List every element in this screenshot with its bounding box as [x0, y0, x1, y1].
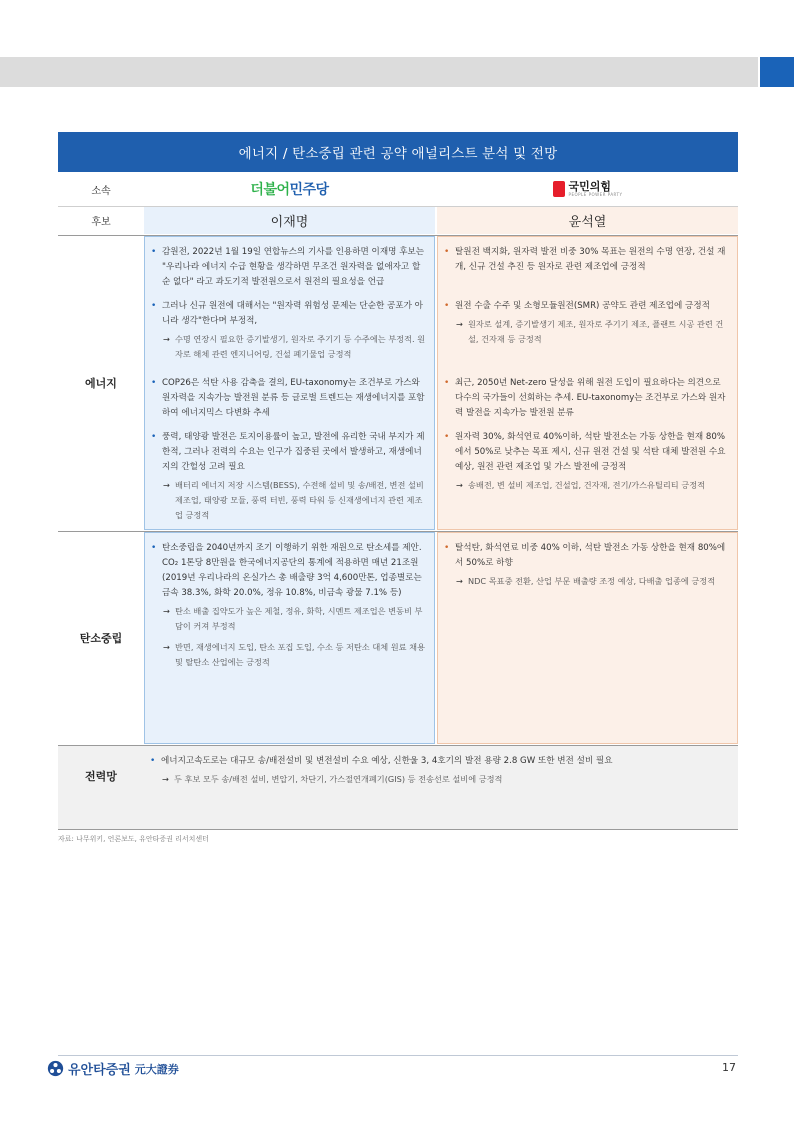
bullet-text: • 최근, 2050년 Net-zero 달성을 위해 원전 도입이 필요하다는 의견으로 다수의 국가들이 선회하는 추세. EU-taxonomy는 조건부로 가스와 원자력 발전을 지속가능 발전원 분류 [438, 376, 737, 421]
arrow-text: 원자로 설계, 증기발생기 제조, 원자로 주기기 제조, 플랜트 시공 관련 건설, 건자재 등 긍정적 [468, 319, 724, 344]
arrow-text: 탄소 배출 집약도가 높은 제철, 정유, 화학, 시멘트 제조업은 변동비 부담이 커져 부정적 [175, 606, 423, 631]
grid-section [58, 746, 738, 829]
list-item [145, 245, 434, 290]
bullet-text: • 그러나 신규 원전에 대해서는 "원자력 위험성 문제는 단순한 공포가 아니라 생각"한다며 부정적, [145, 299, 434, 329]
arrow-icon: → [163, 606, 170, 616]
arrow-note [145, 640, 434, 670]
arrow-text: 배터리 에너지 저장 시스템(BESS), 수전해 설비 및 송/배전, 변전 설비 제조업, 태양광 모듈, 풍력 터빈, 풍력 타워 등 신재생에너지 관련 제조업 긍정적 [175, 480, 424, 520]
energy-dem-column [144, 236, 435, 530]
dem-party-name-1: 더불어 [250, 182, 290, 198]
arrow-text: 반면, 재생에너지 도입, 탄소 포집 도입, 수소 등 저탄소 대체 원료 채용 및 탈탄소 산업에는 긍정적 [175, 642, 425, 667]
ppp-candidate-name: 윤석열 [568, 215, 607, 230]
list-item [145, 541, 434, 670]
bullet-text: • 원전 수출 수주 및 소형모듈원전(SMR) 공약도 관련 제조업에 긍정적 [438, 299, 737, 314]
arrow-icon: → [456, 319, 463, 329]
dem-candidate-name: 이재명 [270, 215, 309, 230]
list-item [145, 376, 434, 421]
bullet-text: • 감원전, 2022년 1월 19일 연합뉴스의 기사를 인용하면 이재명 후보는 "우리나라 에너지 수급 현황을 생각하면 무조건 원자력을 없애자고 할 순 없다" 라고 과도기적 발전원으로서 원전의 필요성을 언급 [145, 245, 434, 290]
bullet-text: • 에너지고속도로는 대규모 송/배전설비 및 변전설비 수요 예상, 신한울 3, 4호기의 발전 용량 2.8 GW 또한 변전 설비 필요 [144, 754, 738, 769]
arrow-note [145, 332, 434, 362]
arrow-note [144, 772, 738, 787]
arrow-icon: → [163, 480, 170, 490]
arrow-note [438, 574, 737, 589]
grid-label: 전력망 [85, 770, 117, 783]
arrow-icon: → [456, 576, 463, 586]
energy-section [58, 236, 738, 530]
top-accent-block [760, 57, 794, 87]
list-item [145, 299, 434, 362]
list-item [438, 376, 737, 421]
arrow-note [438, 317, 737, 347]
brand-name-hanja: 元大證券 [134, 1062, 179, 1076]
dem-candidate-cell [144, 207, 435, 234]
energy-label: 에너지 [85, 377, 117, 390]
source-note: 자료: 나무위키, 언론보도, 유안타증권 리서치센터 [58, 835, 209, 843]
footer-divider [58, 1055, 738, 1056]
carbon-dem-column [144, 532, 435, 744]
party-row [58, 172, 738, 206]
brand-name: 유안타증권 [68, 1063, 131, 1078]
bullet-text: • 풍력, 태양광 발전은 토지이용률이 높고, 발전에 유리한 국내 부지가 제한적, 그러나 전력의 수요는 인구가 집중된 곳에서 발생하고, 재생에너지의 간헐성 고려 필요 [145, 430, 434, 475]
bullet-text: • COP26은 석탄 사용 감축을 결의, EU-taxonomy는 조건부로 가스와 원자력을 지속가능 발전원 분류 등 글로벌 트렌드는 재생에너지를 포함하여 에너지믹스 다변화 추세 [145, 376, 434, 421]
list-item [144, 754, 738, 787]
arrow-text: 송배전, 변 설비 제조업, 건설업, 건자재, 전기/가스유틸리티 긍정적 [468, 480, 706, 490]
yuanta-logo-icon [47, 1060, 64, 1077]
bullet-text: • 원자력 30%, 화석연료 40%이하, 석탄 발전소는 가동 상한을 현재 80%에서 50%로 낮추는 목표 제시, 신규 원전 건설 및 석탄 대체 발전원 수요 예상, 원전 관련 제조업 및 가스 발전에 긍정적 [438, 430, 737, 475]
table-title: 에너지 / 탄소중립 관련 공약 애널리스트 분석 및 전망 [58, 132, 738, 172]
dem-party-cell [144, 172, 435, 206]
bullet-text: • 탈원전 백지화, 원자력 발전 비중 30% 목표는 원전의 수명 연장, 건설 재개, 신규 건설 추진 등 원자로 관련 제조업에 긍정적 [438, 245, 737, 275]
ppp-party-cell [437, 172, 738, 206]
dem-party-logo [250, 179, 328, 199]
list-item [438, 541, 737, 589]
arrow-note [145, 478, 434, 523]
page-number: 17 [722, 1061, 736, 1074]
ppp-party-sub: PEOPLE POWER PARTY [568, 192, 623, 197]
dem-party-name-2: 민주당 [289, 182, 329, 198]
carbon-section [58, 532, 738, 744]
company-logo [47, 1059, 179, 1078]
ppp-logo-icon [553, 181, 565, 197]
top-gray-bar [0, 57, 758, 87]
arrow-text: NDC 목표중 전환, 산업 부문 배출량 조정 예상, 다배출 업종에 긍정적 [468, 576, 716, 586]
ppp-party-logo [553, 181, 623, 197]
arrow-icon: → [163, 334, 170, 344]
energy-ppp-column [437, 236, 738, 530]
bullet-text: • 탄소중립을 2040년까지 조기 이행하기 위한 재원으로 탄소세를 제안. CO₂ 1톤당 8만원을 한국에너지공단의 통계에 적용하면 매년 21조원(2019년 우리나라의 온실가스 총 배출량 3억 4,600만톤, 업종별로는 금속 38.3%, 화학 20.0%, 정유 10.8%, 비금속 광물 7.1% 등) [145, 541, 434, 601]
list-item [438, 430, 737, 493]
party-label: 소속 [91, 185, 111, 197]
arrow-icon: → [162, 774, 169, 784]
candidate-label: 후보 [91, 217, 111, 228]
ppp-party-name: 국민의힘 [568, 180, 612, 193]
carbon-ppp-column [437, 532, 738, 744]
arrow-text: 수명 연장시 필요한 증기발생기, 원자로 주기기 등 수주에는 부정적. 원자로 해체 관련 엔지니어링, 건설 폐기물업 긍정적 [175, 334, 426, 359]
arrow-note [145, 604, 434, 634]
candidate-row [58, 207, 738, 234]
carbon-label: 탄소중립 [79, 632, 123, 645]
arrow-text: 두 후보 모두 송/배전 설비, 변압기, 차단기, 가스절연개폐기(GIS) 등 전송선로 설비에 긍정적 [174, 774, 503, 784]
list-item [145, 430, 434, 523]
arrow-icon: → [163, 642, 170, 652]
bullet-text: • 탈석탄, 화석연료 비중 40% 이하, 석탄 발전소 가동 상한을 현재 80%에서 50%로 하향 [438, 541, 737, 571]
list-item [438, 245, 737, 275]
arrow-note [438, 478, 737, 493]
divider [58, 829, 738, 830]
arrow-icon: → [456, 480, 463, 490]
list-item [438, 299, 737, 347]
ppp-candidate-cell [437, 207, 738, 234]
